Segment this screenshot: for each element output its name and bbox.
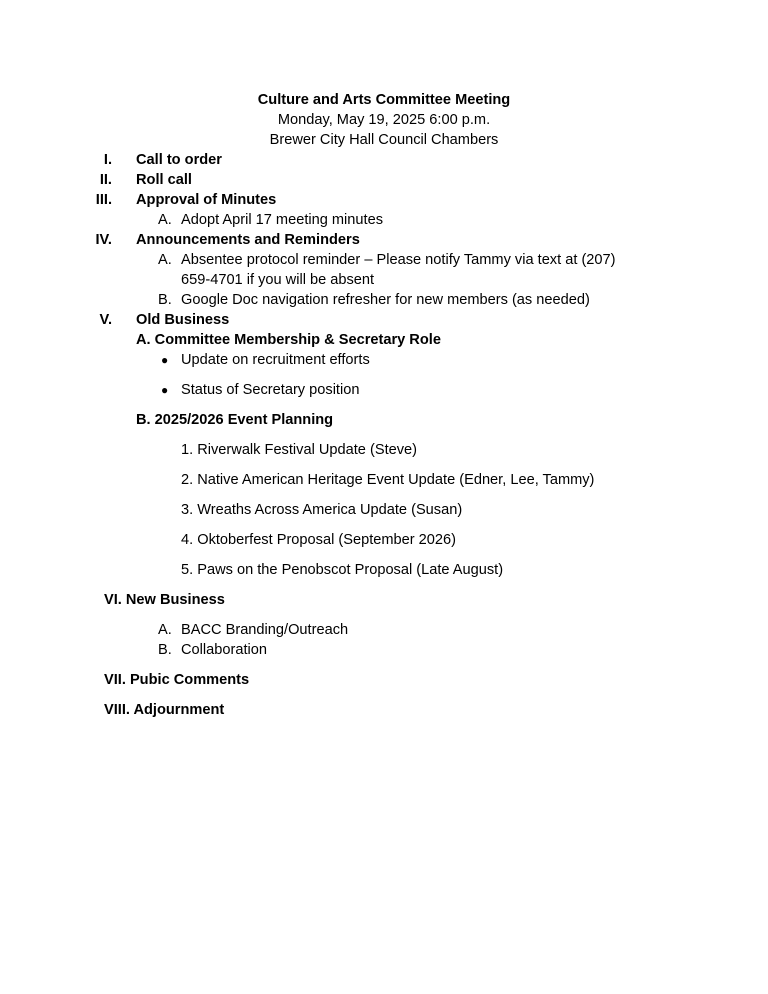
item-letter: A. xyxy=(158,212,172,228)
subsection-event-planning: B. 2025/2026 Event Planning xyxy=(136,412,334,428)
item-letter: A. xyxy=(158,622,172,638)
section-title-roll-call: Roll call xyxy=(136,172,192,188)
section-title-old-business: Old Business xyxy=(136,312,230,328)
section-numeral: V. xyxy=(99,312,112,328)
bullet-glyph: ● xyxy=(161,353,169,367)
item-absentee-protocol-line1: Absentee protocol reminder – Please notify Tammy via text at (207) xyxy=(181,252,616,268)
meeting-date: Monday, May 19, 2025 6:00 p.m. xyxy=(277,112,491,128)
item-adopt-minutes: Adopt April 17 meeting minutes xyxy=(181,212,383,228)
bullet-glyph: ● xyxy=(161,383,169,397)
event-item: 2. Native American Heritage Event Update (Edner, Lee, Tammy) xyxy=(181,472,595,488)
item-branding-outreach: BACC Branding/Outreach xyxy=(181,622,349,638)
section-title-public-comments: VII. Pubic Comments xyxy=(104,672,250,688)
subsection-committee-membership: A. Committee Membership & Secretary Role xyxy=(136,332,441,348)
section-numeral: III. xyxy=(95,192,112,208)
section-numeral: IV. xyxy=(95,232,112,248)
bullet-secretary-status: Status of Secretary position xyxy=(181,382,360,398)
event-item: 1. Riverwalk Festival Update (Steve) xyxy=(181,442,418,458)
item-collaboration: Collaboration xyxy=(181,642,267,658)
meeting-location: Brewer City Hall Council Chambers xyxy=(269,132,499,148)
item-absentee-protocol-line2: 659-4701 if you will be absent xyxy=(181,272,375,288)
event-item: 4. Oktoberfest Proposal (September 2026) xyxy=(181,532,456,548)
item-letter: B. xyxy=(158,292,172,308)
meeting-title: Culture and Arts Committee Meeting xyxy=(257,92,511,108)
event-item: 3. Wreaths Across America Update (Susan) xyxy=(181,502,463,518)
item-letter: A. xyxy=(158,252,172,268)
section-title-adjournment: VIII. Adjournment xyxy=(104,702,225,718)
event-item: 5. Paws on the Penobscot Proposal (Late August) xyxy=(181,562,504,578)
section-numeral: II. xyxy=(99,172,112,188)
section-title-call-to-order: Call to order xyxy=(136,152,222,168)
section-title-announcements: Announcements and Reminders xyxy=(136,232,360,248)
section-numeral: I. xyxy=(103,152,112,168)
item-google-doc-refresher: Google Doc navigation refresher for new members (as needed) xyxy=(181,292,590,308)
bullet-recruitment: Update on recruitment efforts xyxy=(181,352,370,368)
section-title-new-business: VI. New Business xyxy=(104,592,225,608)
section-title-approval-of-minutes: Approval of Minutes xyxy=(136,192,277,208)
item-letter: B. xyxy=(158,642,172,658)
